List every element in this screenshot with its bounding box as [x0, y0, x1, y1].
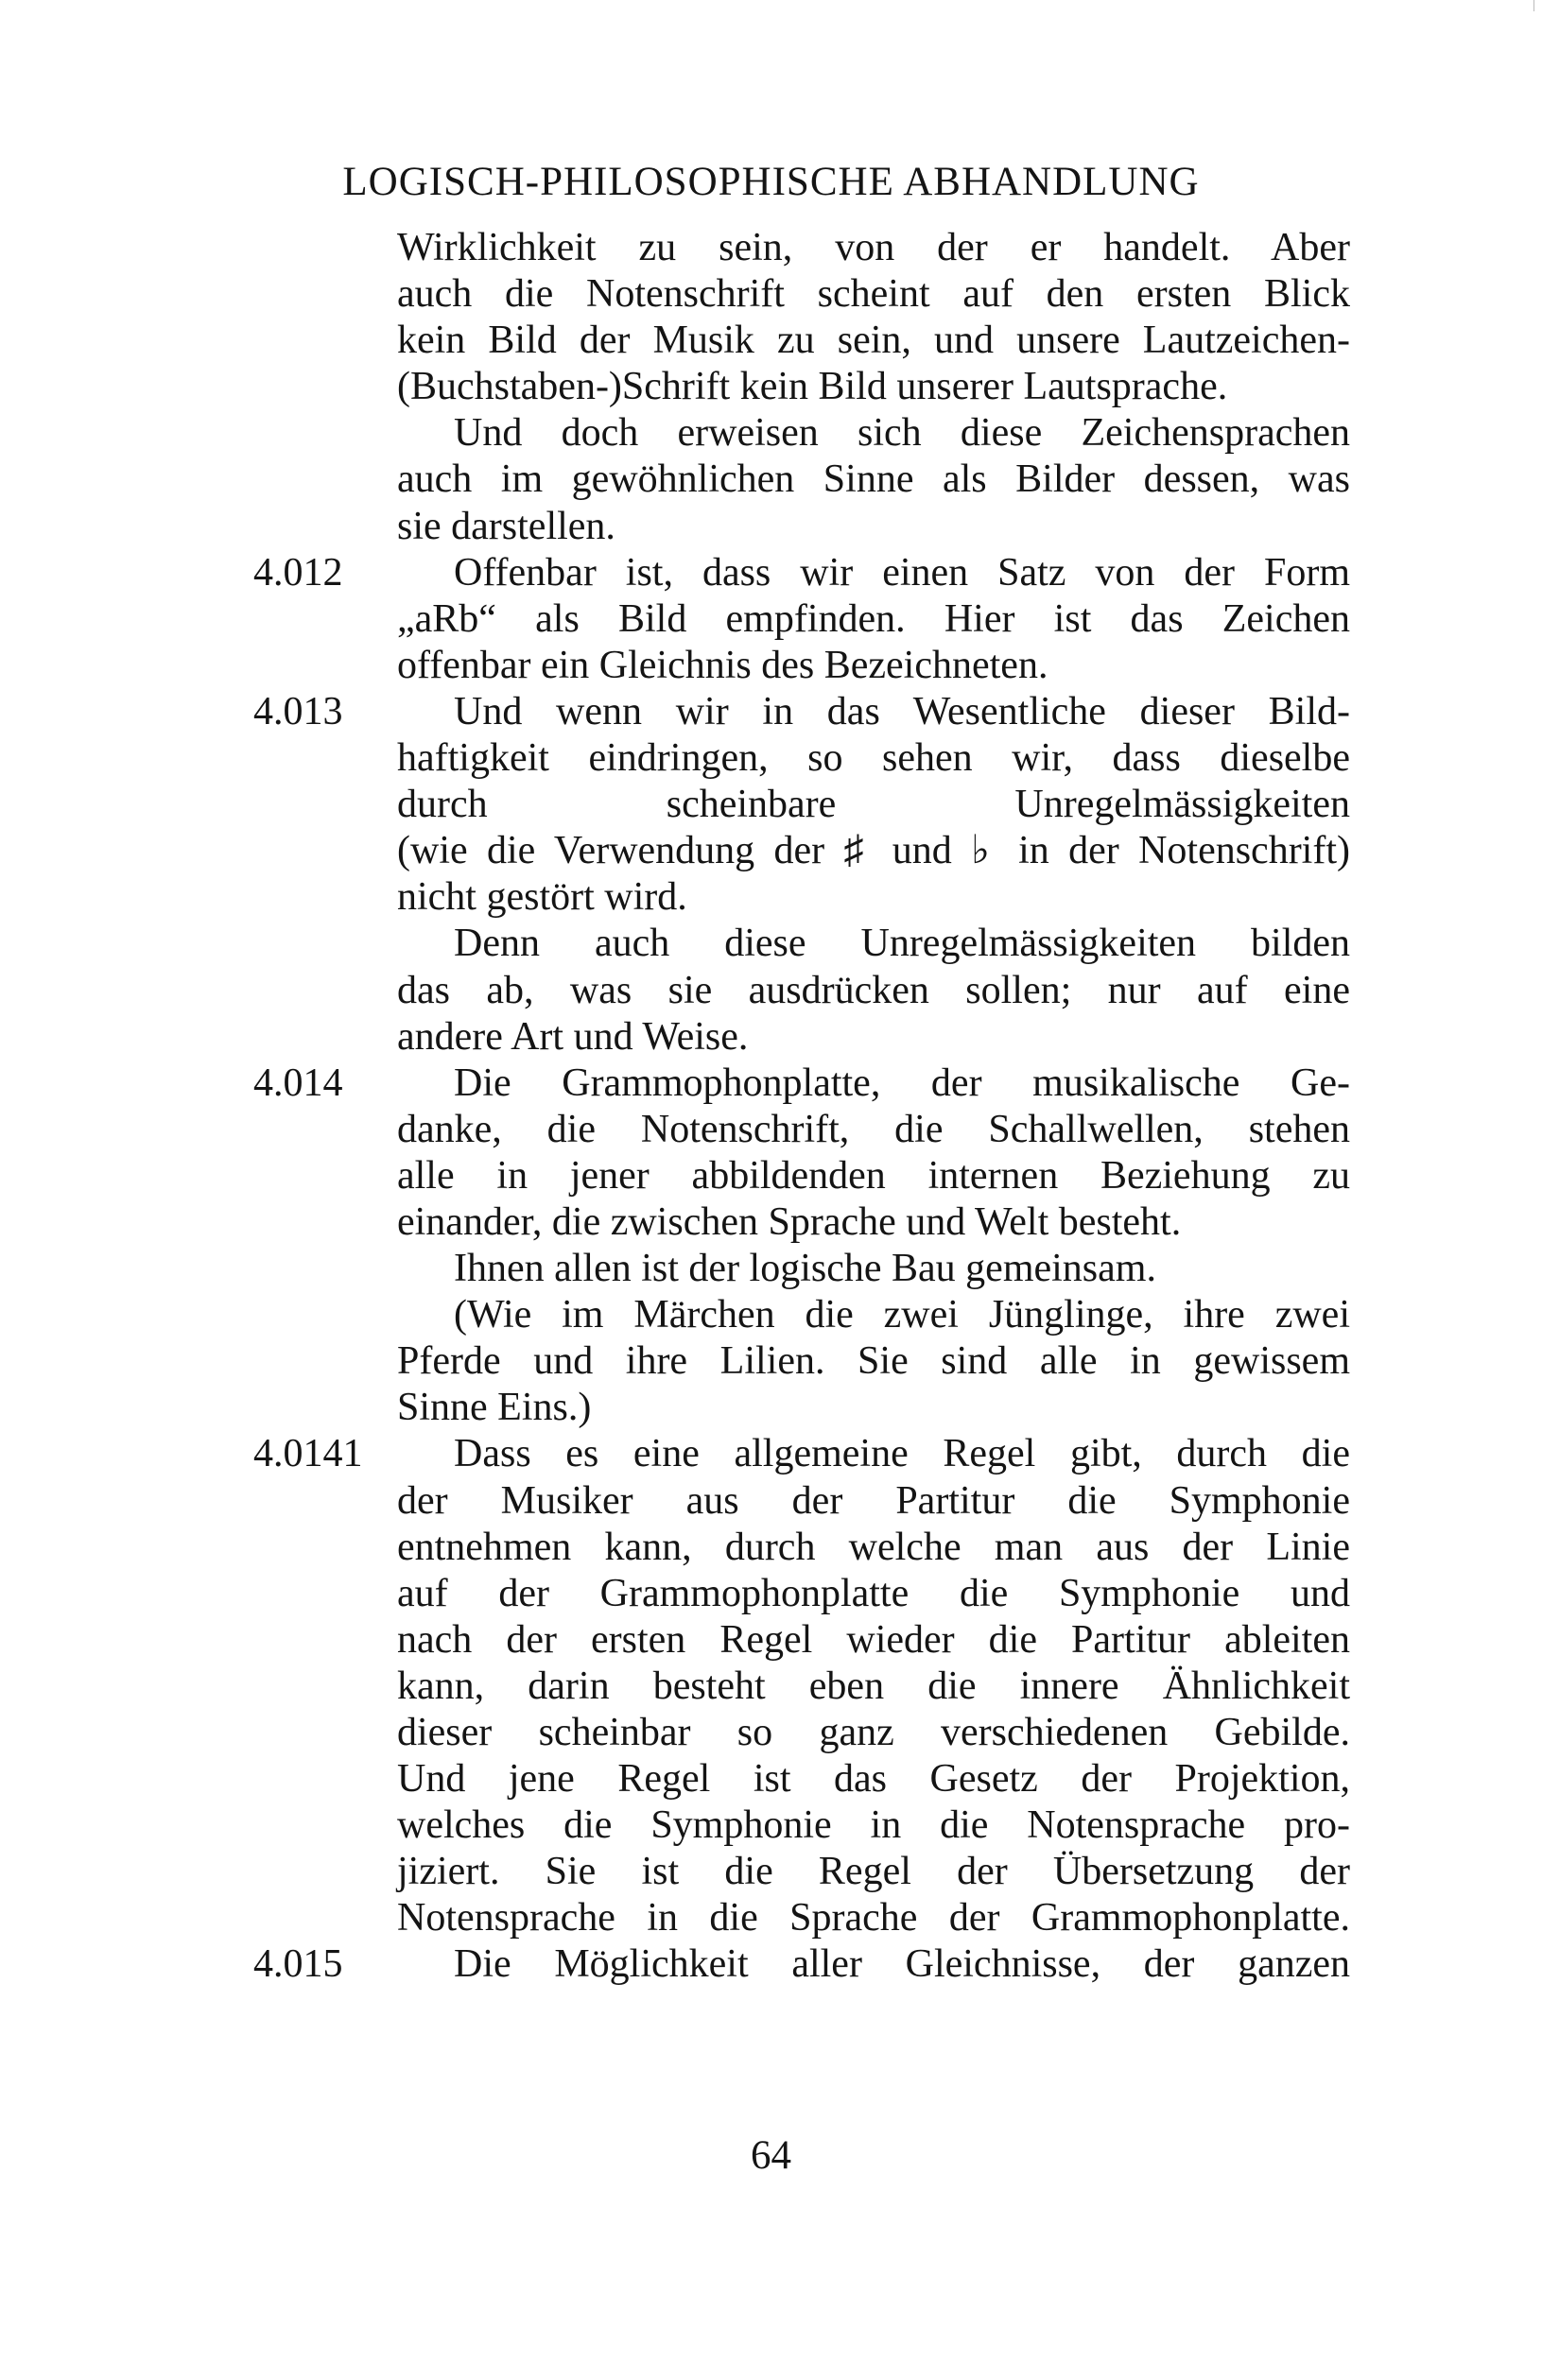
text-line — [0, 921, 1542, 967]
line-text: „aRb“ als Bild empfinden. Hier ist das Zeichen — [397, 596, 1350, 641]
text-line — [0, 1941, 1542, 1988]
proposition-number: 4.015 — [253, 1942, 343, 1987]
line-text: (Buchstaben-)Schrift kein Bild unserer Lautsprache. — [397, 365, 1228, 409]
text-line — [0, 1710, 1542, 1756]
body-text — [0, 225, 1542, 1989]
text-line — [0, 1431, 1542, 1477]
text-line — [0, 550, 1542, 596]
text-line — [0, 225, 1542, 271]
line-text: Pferde und ihre Lilien. Sie sind alle in gewissem — [397, 1339, 1350, 1384]
text-line — [0, 735, 1542, 782]
line-text: Sinne Eins.) — [397, 1386, 592, 1430]
line-text: Ihnen allen ist der logische Bau gemeinsam. — [454, 1247, 1156, 1291]
line-text: andere Art und Weise. — [397, 1014, 749, 1059]
line-text: Dass es eine allgemeine Regel gibt, durch die — [454, 1432, 1350, 1476]
line-text: das ab, was sie ausdrücken sollen; nur auf eine — [397, 968, 1350, 1012]
text-line — [0, 1292, 1542, 1338]
text-line — [0, 1246, 1542, 1292]
line-text: auch die Notenschrift scheint auf den ersten Blick — [397, 272, 1350, 317]
text-line — [0, 782, 1542, 828]
text-line — [0, 1478, 1542, 1525]
page-edge-mark — [1533, 0, 1534, 11]
line-text: Und doch erweisen sich diese Zeichensprachen — [454, 411, 1350, 456]
text-line — [0, 410, 1542, 457]
line-text: kein Bild der Musik zu sein, und unsere Lautzeichen- — [397, 319, 1350, 363]
text-line — [0, 1061, 1542, 1107]
line-text: offenbar ein Gleichnis des Bezeichneten. — [397, 643, 1048, 687]
text-line — [0, 271, 1542, 318]
text-line — [0, 643, 1542, 689]
line-text: durch scheinbare Unregelmässigkeiten — [397, 783, 1350, 827]
line-text: Wirklichkeit zu sein, von der er handelt. Aber — [397, 226, 1350, 269]
text-line — [0, 1153, 1542, 1199]
text-line — [0, 1756, 1542, 1802]
text-line — [0, 1199, 1542, 1246]
line-text: auch im gewöhnlichen Sinne als Bilder dessen, was — [397, 457, 1350, 502]
text-line — [0, 968, 1542, 1014]
line-text: jiziert. Sie ist die Regel der Übersetzung der — [397, 1850, 1350, 1894]
line-text: nicht gestört wird. — [397, 875, 687, 920]
proposition-number: 4.012 — [253, 550, 343, 595]
text-line — [0, 318, 1542, 364]
line-text: dieser scheinbar so ganz verschiedenen Gebilde. — [397, 1711, 1350, 1754]
text-line — [0, 1014, 1542, 1061]
text-line — [0, 1107, 1542, 1153]
line-text: welches die Symphonie in die Notensprache pro- — [397, 1803, 1350, 1848]
proposition-number: 4.013 — [253, 689, 343, 733]
text-line — [0, 828, 1542, 874]
text-line — [0, 1895, 1542, 1941]
line-text: Die Möglichkeit aller Gleichnisse, der ganzen — [454, 1942, 1350, 1987]
line-text: nach der ersten Regel wieder die Partitur ableiten — [397, 1617, 1350, 1662]
line-text: Offenbar ist, dass wir einen Satz von der Form — [454, 550, 1350, 595]
text-line — [0, 596, 1542, 643]
text-line — [0, 457, 1542, 503]
text-line — [0, 1664, 1542, 1710]
text-line — [0, 1338, 1542, 1385]
text-line — [0, 1525, 1542, 1571]
line-text: Und jene Regel ist das Gesetz der Projektion, — [397, 1757, 1350, 1802]
line-text: Notensprache in die Sprache der Grammophonplatte. — [397, 1896, 1350, 1940]
line-text: einander, die zwischen Sprache und Welt besteht. — [397, 1199, 1182, 1244]
line-text: danke, die Notenschrift, die Schallwellen, stehen — [397, 1107, 1350, 1151]
text-line — [0, 1802, 1542, 1849]
text-line — [0, 1849, 1542, 1895]
text-line — [0, 874, 1542, 921]
line-text: der Musiker aus der Partitur die Symphonie — [397, 1478, 1350, 1523]
text-line — [0, 689, 1542, 735]
text-line — [0, 1571, 1542, 1617]
line-text: (Wie im Märchen die zwei Jünglinge, ihre zwei — [454, 1293, 1350, 1337]
text-line — [0, 1385, 1542, 1431]
proposition-number: 4.014 — [253, 1061, 343, 1105]
page-number: 64 — [751, 2133, 791, 2178]
line-text: entnehmen kann, durch welche man aus der Linie — [397, 1525, 1350, 1569]
line-text: haftigkeit eindringen, so sehen wir, dass dieselbe — [397, 736, 1350, 781]
line-text: (wie die Verwendung der ♯ und ♭ in der Notenschrift) — [397, 829, 1350, 873]
line-text: Die Grammophonplatte, der musikalische Ge- — [454, 1061, 1350, 1105]
line-text: Und wenn wir in das Wesentliche dieser Bild- — [454, 689, 1350, 733]
proposition-number: 4.0141 — [253, 1432, 363, 1476]
line-text: kann, darin besteht eben die innere Ähnlichkeit — [397, 1664, 1350, 1708]
line-text: sie darstellen. — [397, 504, 615, 548]
text-line — [0, 364, 1542, 410]
running-head: LOGISCH-PHILOSOPHISCHE ABHANDLUNG — [342, 160, 1200, 204]
line-text: Denn auch diese Unregelmässigkeiten bilden — [454, 922, 1350, 966]
line-text: alle in jener abbildenden internen Beziehung zu — [397, 1153, 1350, 1198]
text-line — [0, 1617, 1542, 1664]
text-line — [0, 504, 1542, 550]
line-text: auf der Grammophonplatte die Symphonie und — [397, 1571, 1350, 1615]
